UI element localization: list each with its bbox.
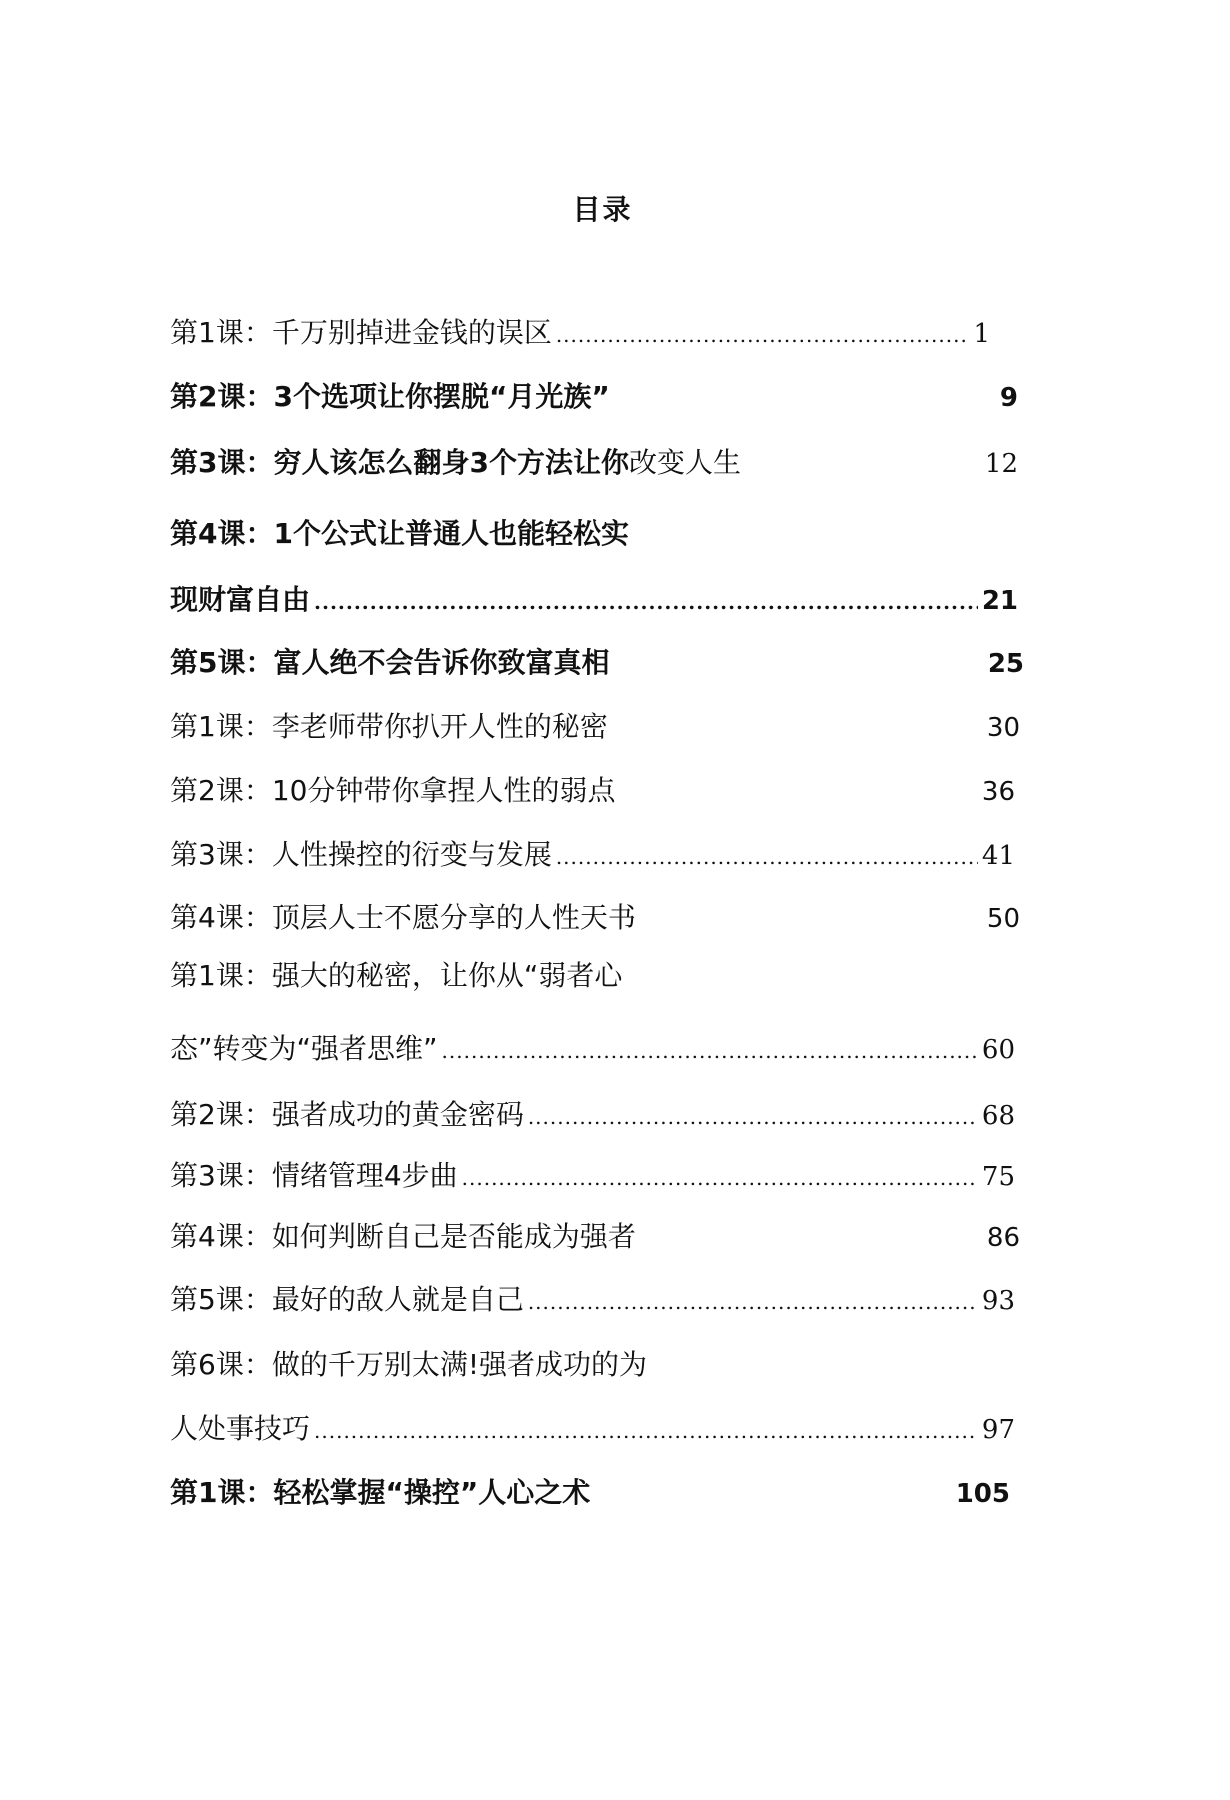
toc-entry-page: 1: [973, 319, 990, 349]
dot-leader: [556, 837, 978, 877]
toc-entry-page: 93: [981, 1286, 1015, 1316]
dot-leader: [314, 1411, 978, 1451]
toc-entry[interactable]: [170, 835, 1015, 875]
toc-entry[interactable]: [170, 580, 1018, 620]
toc-entry-page: 60: [981, 1035, 1015, 1065]
toc-entry-text: 第1课：强大的秘密，让你从“弱者心: [170, 959, 623, 992]
toc-entry-text: 态”转变为“强者思维”: [170, 1032, 438, 1065]
toc-entry-text: 第1课：千万别掉进金钱的误区: [170, 316, 552, 349]
toc-entry-text: 第2课：强者成功的黄金密码: [170, 1098, 524, 1131]
toc-entry[interactable]: [170, 514, 1018, 554]
toc-entry-text: 第2课：10分钟带你拿捏人性的弱点: [170, 774, 616, 807]
toc-entry-page: 97: [981, 1415, 1015, 1445]
toc-entry-text-bold: 第3课：穷人该怎么翻身3个方法让你: [170, 446, 629, 479]
dot-leader: [556, 315, 970, 355]
toc-entry[interactable]: [170, 643, 1024, 683]
toc-entry[interactable]: [170, 1029, 1015, 1069]
toc-entry-text: 第5课：富人绝不会告诉你致富真相: [170, 646, 610, 679]
toc-entry-page: 36: [981, 777, 1015, 807]
toc-entry-text: 第4课：1个公式让普通人也能轻松实: [170, 517, 629, 550]
toc-entry-page: 21: [981, 586, 1018, 616]
toc-entry-text: 第5课：最好的敌人就是自己: [170, 1283, 524, 1316]
toc-entry-page: 86: [986, 1223, 1020, 1253]
toc-entry-page: 105: [955, 1479, 1010, 1509]
dot-leader: [462, 1158, 978, 1198]
toc-entry-text: 第6课：做的千万别太满!强者成功的为: [170, 1348, 648, 1381]
toc-entry-page: 25: [987, 649, 1024, 679]
toc-entry-text: 第3课：人性操控的衍变与发展: [170, 838, 552, 871]
dot-leader: [528, 1097, 978, 1137]
toc-entry-text: 第1课：李老师带你扒开人性的秘密: [170, 710, 608, 743]
toc-entry[interactable]: [170, 1473, 1010, 1513]
dot-leader: [528, 1282, 978, 1322]
toc-entry-text: 第4课：如何判断自己是否能成为强者: [170, 1220, 636, 1253]
toc-entry-page: 30: [986, 713, 1020, 743]
dot-leader: [314, 582, 978, 622]
toc-entry-page: 41: [981, 841, 1015, 871]
toc-entry[interactable]: [170, 1095, 1015, 1135]
toc-entry-text: 人处事技巧: [170, 1412, 311, 1445]
toc-entry[interactable]: [170, 1345, 1015, 1385]
toc-entry[interactable]: [170, 1409, 1015, 1449]
toc-title: 目录: [572, 193, 633, 226]
toc-entry-text: 第4课：顶层人士不愿分享的人性天书: [170, 901, 636, 934]
toc-entry-page: 68: [981, 1101, 1015, 1131]
toc-entry[interactable]: [170, 707, 1020, 747]
toc-entry-page: 9: [999, 383, 1018, 413]
toc-entry[interactable]: [170, 771, 1015, 811]
toc-entry[interactable]: [170, 898, 1020, 938]
toc-entry-text: 现财富自由: [170, 583, 311, 616]
toc-entry-text-regular: 改变人生: [628, 446, 741, 479]
dot-leader: [442, 1031, 978, 1071]
toc-entry-page: 75: [981, 1162, 1015, 1192]
toc-entry[interactable]: [170, 956, 1020, 996]
toc-entry[interactable]: [170, 1156, 1015, 1196]
toc-entry-text: 第3课：情绪管理4步曲: [170, 1159, 458, 1192]
toc-entry-page: 12: [984, 449, 1018, 479]
toc-entry[interactable]: [170, 377, 1018, 417]
toc-entry[interactable]: [170, 313, 990, 353]
toc-entry-page: 50: [986, 904, 1020, 934]
toc-entry[interactable]: [170, 443, 1018, 483]
toc-entry[interactable]: [170, 1217, 1020, 1257]
toc-entry[interactable]: [170, 1280, 1015, 1320]
toc-entry-text: 第2课：3个选项让你摆脱“月光族”: [170, 380, 610, 413]
toc-entry-text: 第1课：轻松掌握“操控”人心之术: [170, 1476, 591, 1509]
